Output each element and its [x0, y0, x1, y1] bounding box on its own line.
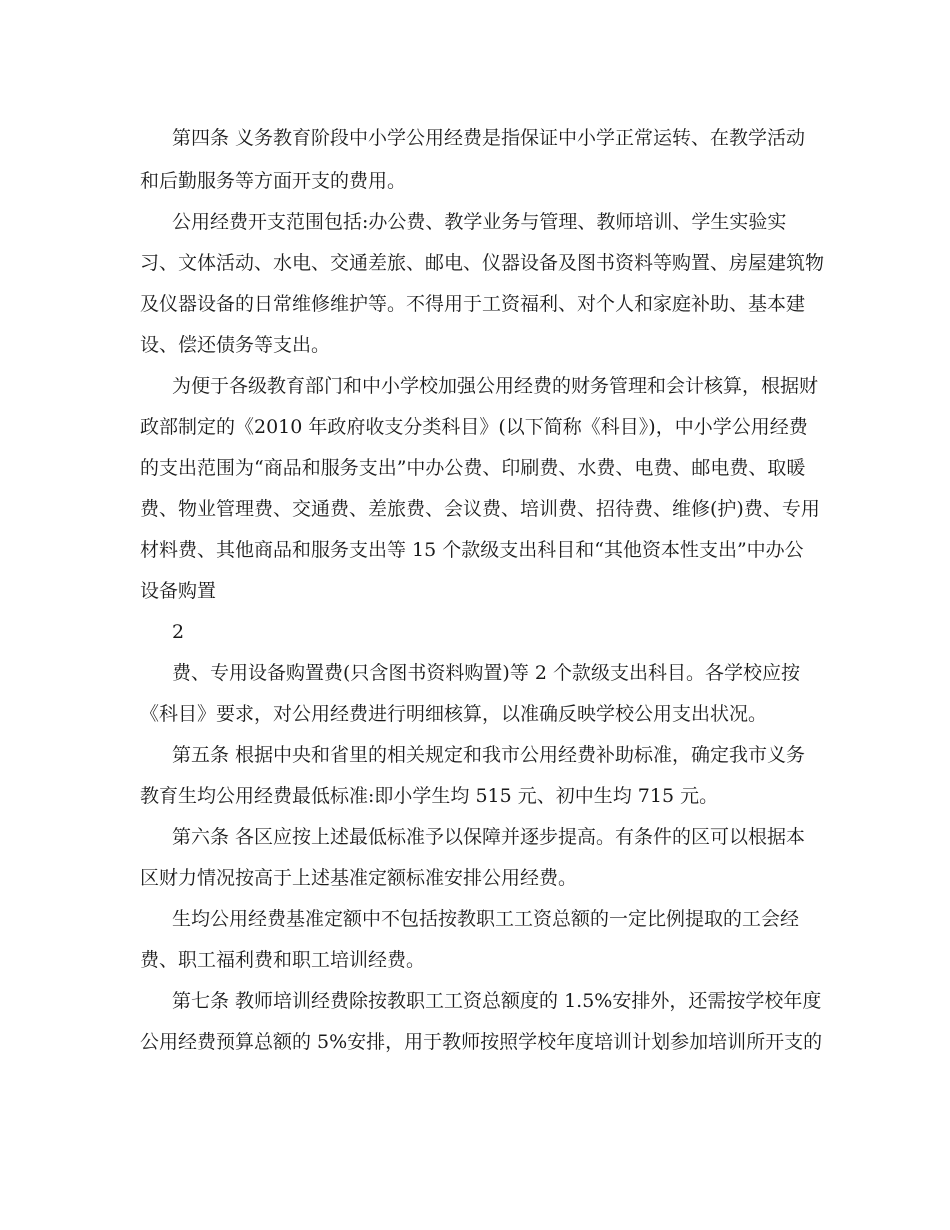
text-line: 区财力情况按高于上述基准定额标准安排公用经费。	[140, 867, 578, 889]
text-line: 和后勤服务等方面开支的费用。	[140, 170, 407, 192]
text-line: 设备购置	[140, 580, 217, 602]
text-line: 费、物业管理费、交通费、差旅费、会议费、培训费、招待费、维修(护)费、专用	[140, 498, 820, 520]
text-line: 公用经费开支范围包括:办公费、教学业务与管理、教师培训、学生实验实	[172, 211, 787, 233]
text-line: 的支出范围为“商品和服务支出”中办公费、印刷费、水费、电费、邮电费、取暖	[140, 457, 806, 479]
text-line: 及仪器设备的日常维修维护等。不得用于工资福利、对个人和家庭补助、基本建	[140, 293, 806, 315]
text-line: 习、文体活动、水电、交通差旅、邮电、仪器设备及图书资料等购置、房屋建筑物	[140, 252, 825, 274]
text-line: 第五条 根据中央和省里的相关规定和我市公用经费补助标准，确定我市义务	[172, 744, 806, 766]
text-line: 设、偿还债务等支出。	[140, 334, 331, 356]
page-number: 2	[172, 621, 185, 643]
text-line: 第六条 各区应按上述最低标准予以保障并逐步提高。有条件的区可以根据本	[172, 826, 806, 848]
text-line: 第七条 教师培训经费除按教职工工资总额度的 1.5%安排外，还需按学校年度	[172, 990, 822, 1012]
text-line: 公用经费预算总额的 5%安排，用于教师按照学校年度培训计划参加培训所开支的	[140, 1031, 823, 1053]
text-line: 《科目》要求，对公用经费进行明细核算，以准确反映学校公用支出状况。	[140, 703, 768, 725]
text-line: 费、专用设备购置费(只含图书资料购置)等 2 个款级支出科目。各学校应按	[172, 662, 800, 684]
text-line: 生均公用经费基准定额中不包括按教职工工资总额的一定比例提取的工会经	[172, 908, 800, 930]
text-line: 政部制定的《2010 年政府收支分类科目》(以下简称《科目》)，中小学公用经费	[140, 416, 808, 438]
text-line: 材料费、其他商品和服务支出等 15 个款级支出科目和“其他资本性支出”中办公	[140, 539, 804, 561]
text-line: 费、职工福利费和职工培训经费。	[140, 949, 426, 971]
text-line: 教育生均公用经费最低标准:即小学生均 515 元、初中生均 715 元。	[140, 785, 719, 807]
text-line: 为便于各级教育部门和中小学校加强公用经费的财务管理和会计核算，根据财	[172, 375, 819, 397]
text-line: 第四条 义务教育阶段中小学公用经费是指保证中小学正常运转、在教学活动	[172, 127, 806, 149]
